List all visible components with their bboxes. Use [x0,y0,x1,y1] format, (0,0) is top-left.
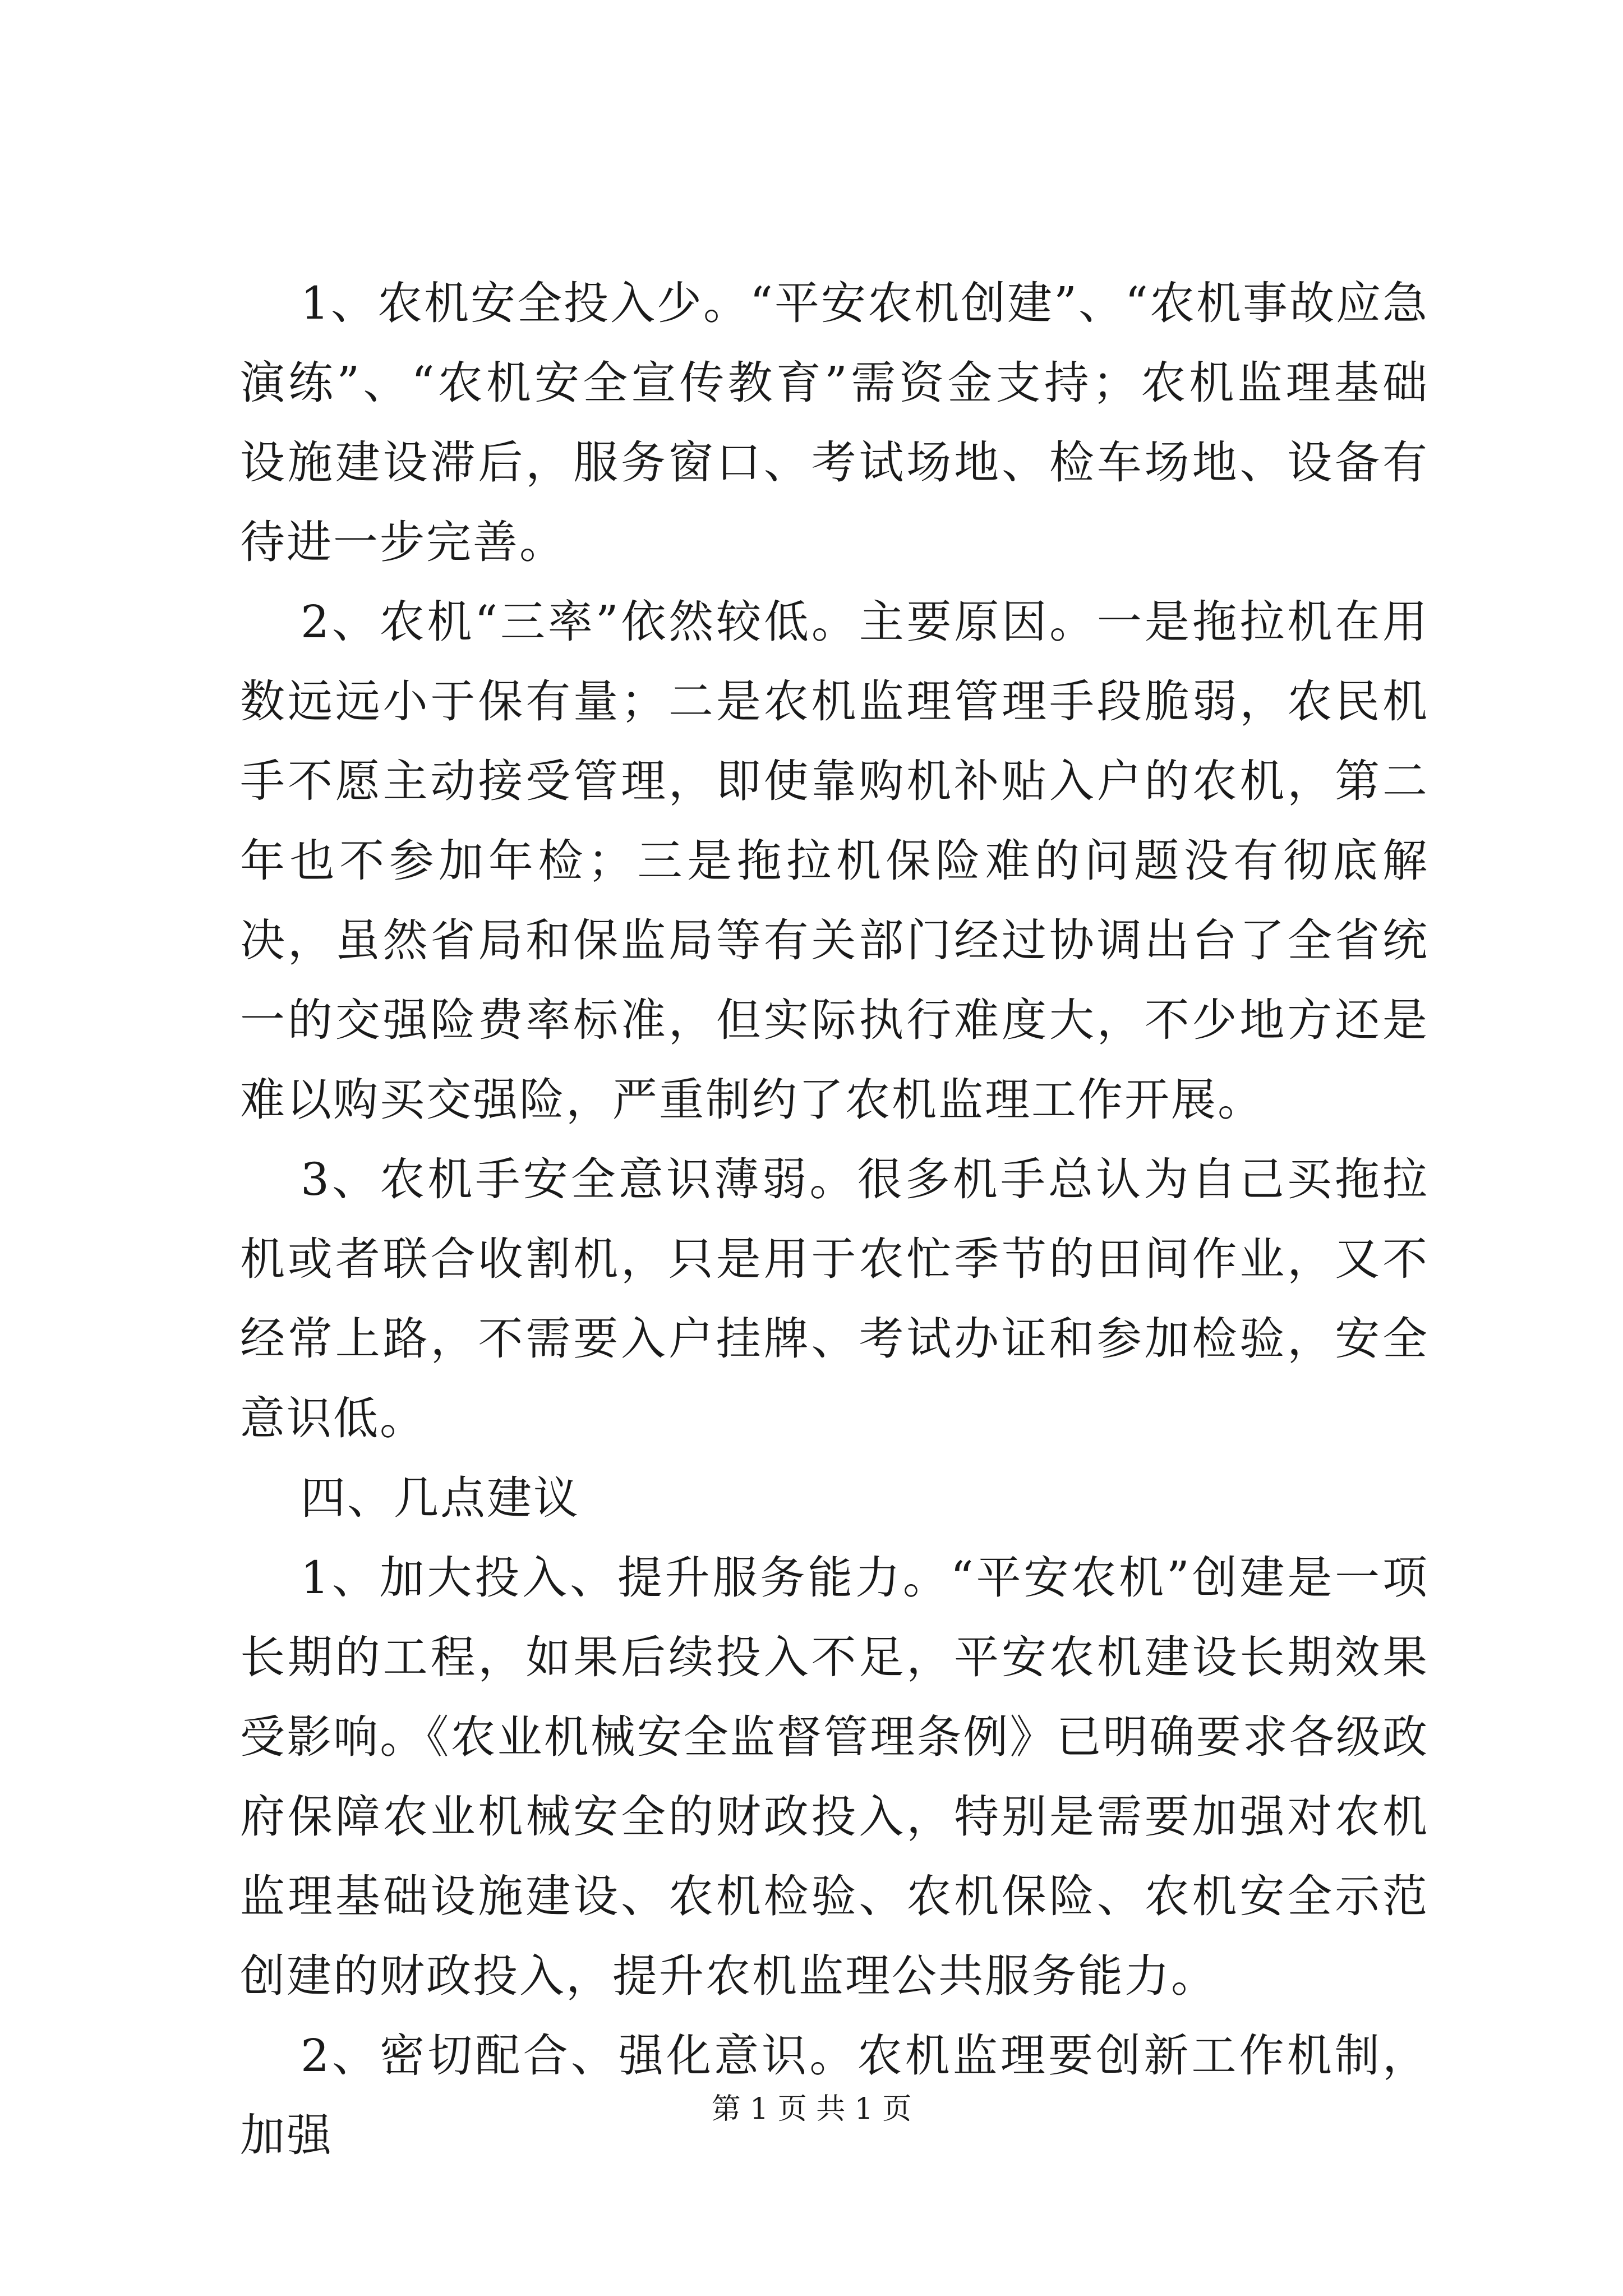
paragraph-safety-awareness: 3、农机手安全意识薄弱。很多机手总认为自己买拖拉机或者联合收割机，只是用于农忙季节的田间作业，又不经常上路，不需要入户挂牌、考试办证和参加检验，安全意识低。 [240,1153,1429,1444]
paragraph-increase-investment: 1、加大投入、提升服务能力。“平安农机”创建是一项长期的工程，如果后续投入不足，平安农机建设长期效果受影响。《农业机械安全监督管理条例》已明确要求各级政府保障农业机械安全的财政投入，特别是需要加强对农机监理基础设施建设、农机检验、农机保险、农机安全示范创建的财政投入，提升农机监理公共服务能力。 [240,1552,1429,2002]
paragraph-investment-shortage: 1、农机安全投入少。“平安农机创建”、“农机事故应急演练”、“农机安全宣传教育”需资金支持；农机监理基础设施建设滞后，服务窗口、考试场地、检车场地、设备有待进一步完善。 [240,277,1429,568]
page-footer: 第 1 页 共 1 页 [711,2092,912,2126]
document-body [240,264,1429,2175]
paragraph-three-rates: 2、农机“三率”依然较低。主要原因。一是拖拉机在用数远远小于保有量；二是农机监理管理手段脆弱，农民机手不愿主动接受管理，即使靠购机补贴入户的农机，第二年也不参加年检；三是拖拉机保险难的问题没有彻底解决，虽然省局和保监局等有关部门经过协调出台了全省统一的交强险费率标准，但实际执行难度大，不少地方还是难以购买交强险，严重制约了农机监理工作开展。 [240,596,1429,1126]
section-heading-suggestions: 四、几点建议 [301,1472,580,1524]
paragraph-cooperation: 2、密切配合、强化意识。农机监理要创新工作机制，加强 [240,2030,1429,2161]
